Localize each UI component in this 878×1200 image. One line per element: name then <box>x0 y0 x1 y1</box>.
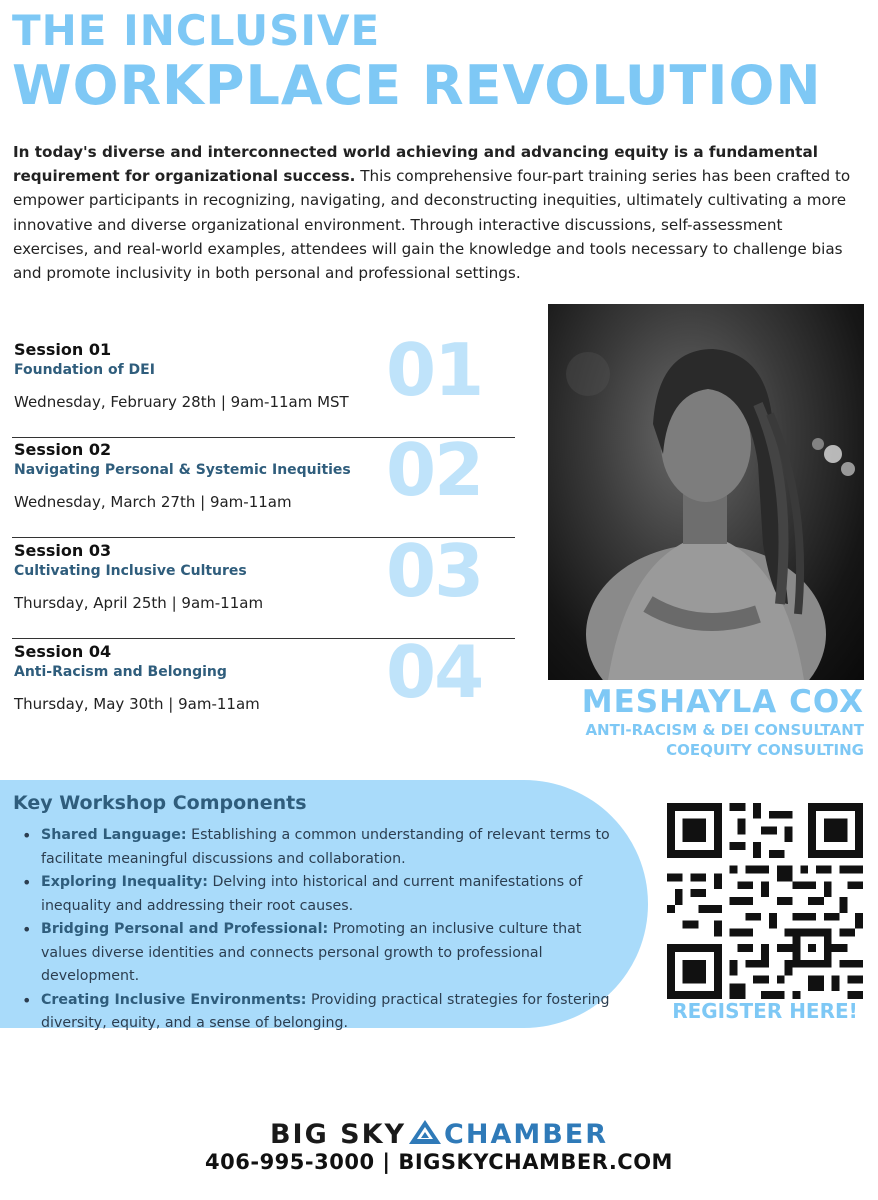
components-title: Key Workshop Components <box>13 792 307 814</box>
qr-code[interactable] <box>667 803 863 999</box>
speaker-company: COEQUITY CONSULTING <box>666 741 864 759</box>
speaker-photo <box>548 304 864 680</box>
component-term: Shared Language: <box>41 827 187 843</box>
session-date: Thursday, April 25th | 9am-11am <box>14 594 264 612</box>
footer-contact[interactable]: 406-995-3000 | BIGSKYCHAMBER.COM <box>205 1150 673 1174</box>
session-04 <box>0 630 515 740</box>
list-item <box>22 989 612 1036</box>
session-title: Cultivating Inclusive Cultures <box>14 563 247 579</box>
session-label: Session 01 <box>14 340 112 359</box>
workshop-components-panel <box>0 780 648 1031</box>
component-text: Providing practical strategies for fostering diversity, equity, and a sense of belonging. <box>41 991 610 1031</box>
list-item <box>22 871 612 918</box>
component-term: Bridging Personal and Professional: <box>41 921 329 937</box>
session-title: Anti-Racism and Belonging <box>14 664 227 680</box>
logo-text-left: BIG SKY <box>269 1119 407 1150</box>
title-line-2: WORKPLACE REVOLUTION <box>12 54 822 117</box>
intro-body: This comprehensive four-part training series has been crafted to empower participants in recognizing, navigating, and deconstructing inequities, ultimately cultivating a more innovative and diverse organizational environment. Through interactive discussions, self-assessment exercises, and real-world examples, attendees will gain the knowledge and tools necessary to challenge bias and promote inclusivity in both personal and professional settings. <box>13 167 851 283</box>
flyer-title <box>12 6 822 116</box>
session-02 <box>0 428 515 538</box>
components-list <box>22 824 612 1036</box>
title-line-1: THE INCLUSIVE <box>12 6 381 55</box>
component-term: Exploring Inequality: <box>41 874 208 890</box>
chamber-logo <box>0 1118 878 1150</box>
session-number: 02 <box>386 428 483 512</box>
component-term: Creating Inclusive Environments: <box>41 991 307 1008</box>
list-item <box>22 918 612 989</box>
mountain-icon <box>407 1118 443 1146</box>
component-text: Promoting an inclusive culture that values diverse identities and connects personal growth to professional development. <box>41 921 582 984</box>
list-item <box>22 824 612 871</box>
intro-bold-lead: In today's diverse and interconnected world achieving and advancing equity is a fundamental requirement for organizational success. <box>13 143 818 186</box>
session-title: Foundation of DEI <box>14 362 155 378</box>
session-date: Wednesday, March 27th | 9am-11am <box>14 493 292 511</box>
session-label: Session 04 <box>14 642 112 661</box>
intro-paragraph <box>13 140 858 285</box>
speaker-name: MESHAYLA COX <box>581 684 864 720</box>
session-label: Session 03 <box>14 541 112 560</box>
session-title: Navigating Personal & Systemic Inequities <box>14 462 351 478</box>
component-text: Establishing a common understanding of relevant terms to facilitate meaningful discussions and collaboration. <box>41 827 610 867</box>
speaker-role: ANTI-RACISM & DEI CONSULTANT <box>585 721 864 739</box>
session-number: 03 <box>386 529 483 613</box>
component-text: Delving into historical and current manifestations of inequality and addressing their root causes. <box>41 874 583 914</box>
session-01 <box>0 328 515 438</box>
session-number: 04 <box>386 630 483 714</box>
logo-text-right: CHAMBER <box>444 1119 609 1150</box>
session-number: 01 <box>386 328 483 412</box>
session-date: Wednesday, February 28th | 9am-11am MST <box>14 393 349 411</box>
session-03 <box>0 529 515 639</box>
speaker-photo-illustration <box>548 304 864 680</box>
register-link[interactable]: REGISTER HERE! <box>672 999 858 1023</box>
session-date: Thursday, May 30th | 9am-11am <box>14 695 260 713</box>
session-label: Session 02 <box>14 440 112 459</box>
speaker-info <box>582 684 864 760</box>
